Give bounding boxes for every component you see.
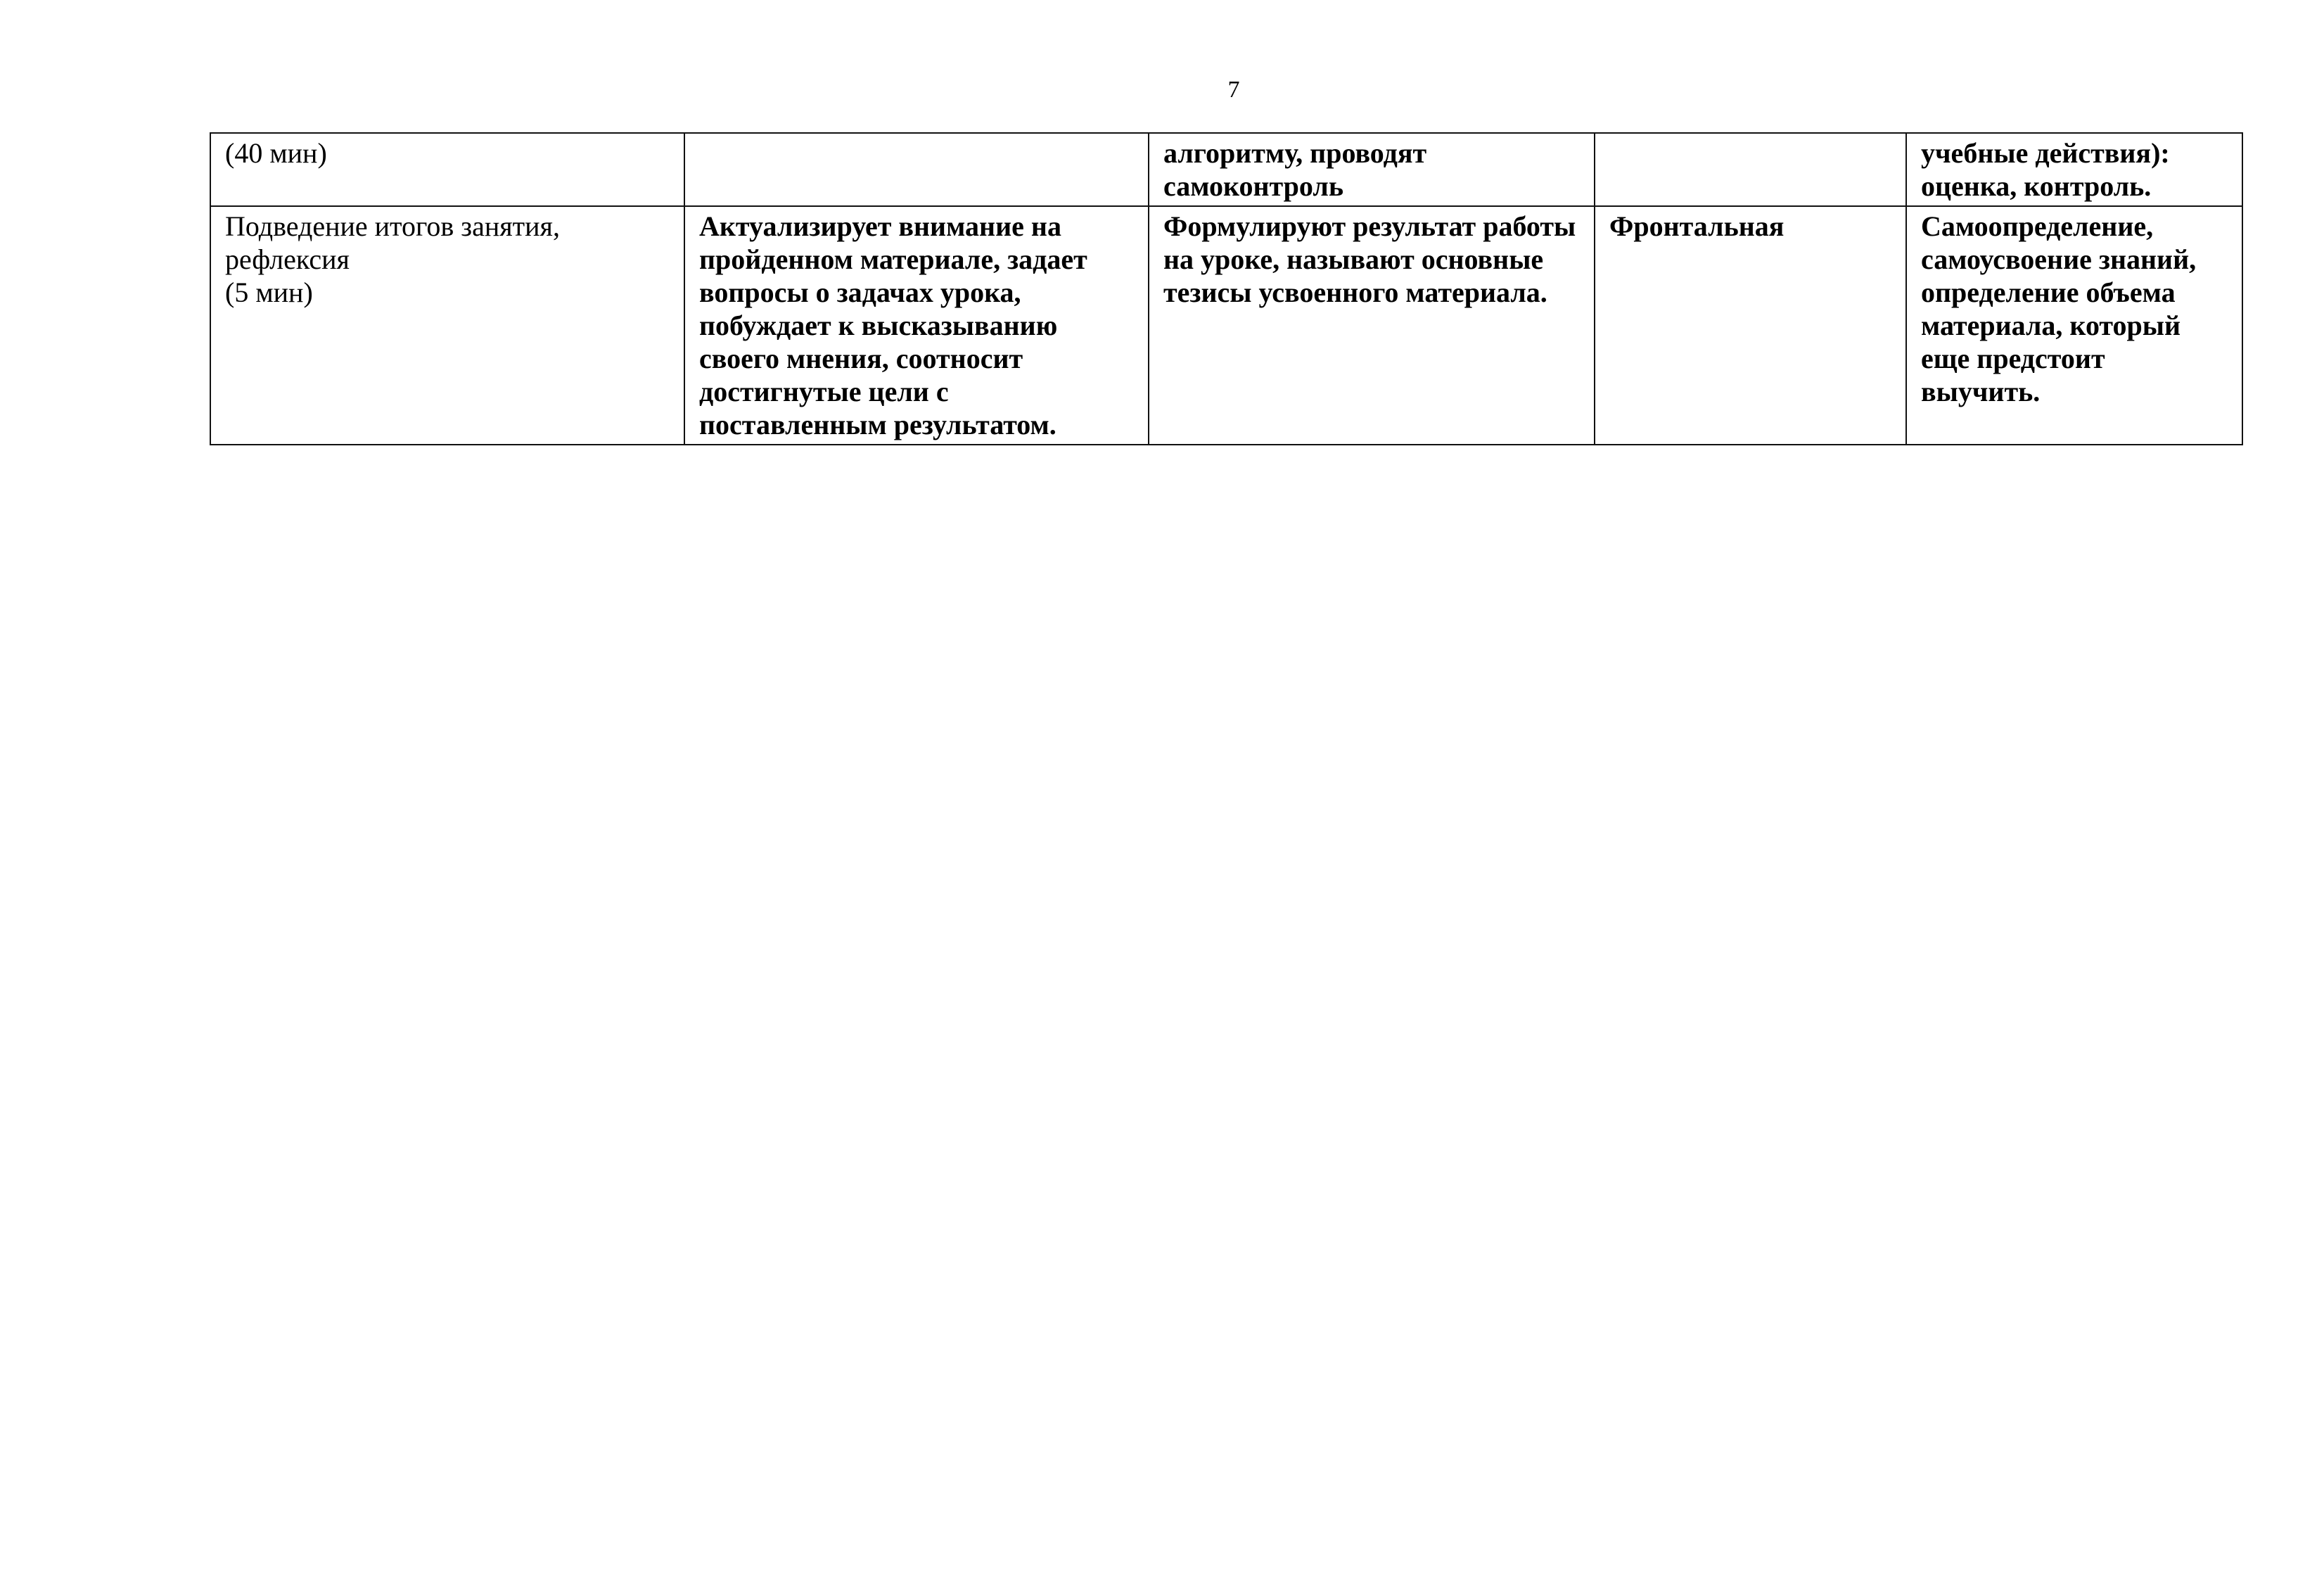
work-form-cell: Фронтальная [1595, 206, 1906, 445]
teacher-activity-cell: Актуализирует внимание на пройденном материале, задает вопросы о задачах урока, побуждает к высказыванию своего мнения, соотносит достигнутые цели с поставленным результатом. [684, 206, 1149, 445]
student-activity-cell: алгоритму, проводят самоконтроль [1149, 133, 1595, 206]
student-activity-cell: Формулируют результат работы на уроке, называют основные тезисы усвоенного материала. [1149, 206, 1595, 445]
stage-cell: Подведение итогов занятия, рефлексия (5 мин) [210, 206, 684, 445]
teacher-activity-cell [684, 133, 1149, 206]
page-number: 7 [1227, 77, 1240, 103]
stage-cell: (40 мин) [210, 133, 684, 206]
uud-cell: Самоопределение, самоусвоение знаний, определение объема материала, который еще предстоит выучить. [1906, 206, 2242, 445]
table-row [210, 133, 2242, 206]
work-form-cell [1595, 133, 1906, 206]
uud-cell: учебные действия): оценка, контроль. [1906, 133, 2242, 206]
lesson-plan-table [210, 132, 2243, 445]
table-row [210, 206, 2242, 445]
